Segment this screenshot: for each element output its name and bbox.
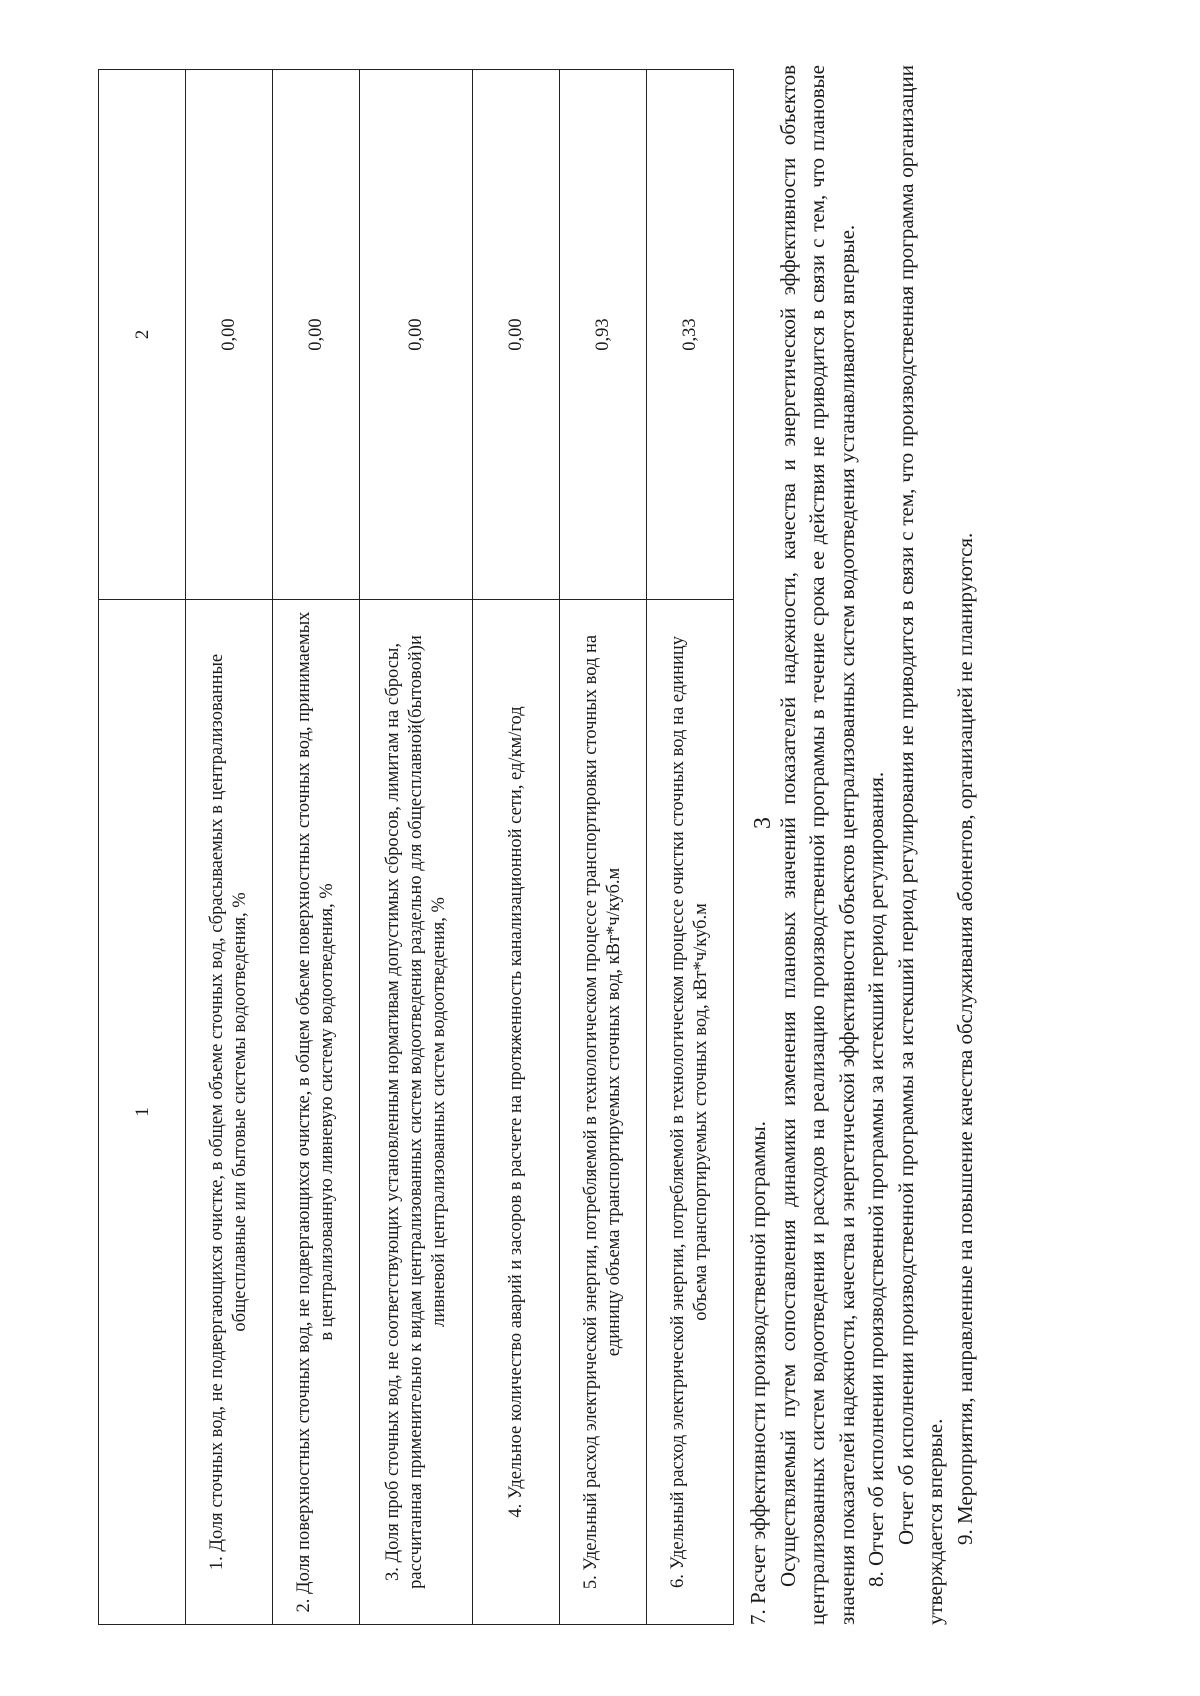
- indicator-cell: 1. Доля сточных вод, не подвергающихся очистке, в общем объеме сточных вод, сбрасываемых в централизованные общесплавные или бытовые системы водоотведения, %: [186, 600, 273, 1625]
- section-7-body: Осуществляемый путем сопоставления динамики изменения плановых значений показателей надежности, качества и энергетической эффективности объектов централизованных систем водоотведения и расходов на реализацию производственной программы в течение срока ее действия не приводится в связи с тем, что плановые значения показателей надежности, качества и энергетической эффективности объектов централизованных систем водоотведения устанавливаются впервые.: [775, 65, 859, 1625]
- body-text: [744, 65, 980, 1625]
- table-row: [647, 70, 734, 1625]
- section-8-heading: 8. Отчет об исполнении производственной программы за истекший период регулирования.: [864, 771, 888, 1587]
- column-header-indicator: 1: [99, 600, 186, 1625]
- indicator-cell: 6. Удельный расход электрической энергии, потребляемой в технологическом процессе очистки сточных вод на единицу объема транспортируемых сточных вод, кВт*ч/куб.м: [647, 600, 734, 1625]
- indicator-cell: 4. Удельное количество аварий и засоров в расчете на протяженность канализационной сети, ед/км/год: [473, 600, 560, 1625]
- table-row: [560, 70, 647, 1625]
- column-header-value: 2: [99, 70, 186, 600]
- table-row: [473, 70, 560, 1625]
- value-cell: 0,00: [473, 70, 560, 600]
- section-9: 9. Мероприятия, направленные на повышение качества обслуживания абонентов, организацией не планируются.: [952, 532, 977, 1545]
- value-cell: 0,00: [273, 70, 360, 600]
- table-row: [360, 70, 473, 1625]
- value-cell: 0,00: [186, 70, 273, 600]
- section-7-heading: 7. Расчет эффективности производственной программы.: [746, 1121, 770, 1625]
- indicator-cell: 5. Удельный расход электрической энергии, потребляемой в технологическом процессе транспортировки сточных вод на единицу объема транспортируемых сточных вод, кВт*ч/куб.м: [560, 600, 647, 1625]
- table-header-row: [99, 70, 186, 1625]
- value-cell: 0,00: [360, 70, 473, 600]
- value-cell: 0,93: [560, 70, 647, 600]
- rotated-page-content: [45, 27, 1145, 1677]
- indicator-cell: 2. Доля поверхностных сточных вод, не подвергающихся очистке, в общем объеме поверхностных сточных вод, принимаемых в централизованную ливневую систему водоотведения, %: [273, 600, 360, 1625]
- table-row: [273, 70, 360, 1625]
- section-8-body: Отчет об исполнении производственной программы за истекший период регулирования не приводится в связи с тем, что производственная программа организации утверждается впервые.: [893, 65, 947, 1625]
- value-cell: 0,33: [647, 70, 734, 600]
- indicator-cell: 3. Доля проб сточных вод, не соответствующих установленным нормативам допустимых сбросов, лимитам на сбросы, рассчитанная применительно к видам централизованных систем водоотведения раздельно для общесплавной(бытовой)и ливневой централизованных систем водоотведения, %: [360, 600, 473, 1625]
- table-row: [186, 70, 273, 1625]
- page-body: [98, 65, 980, 1625]
- page-number: 3: [750, 817, 776, 829]
- indicators-table: [98, 69, 734, 1625]
